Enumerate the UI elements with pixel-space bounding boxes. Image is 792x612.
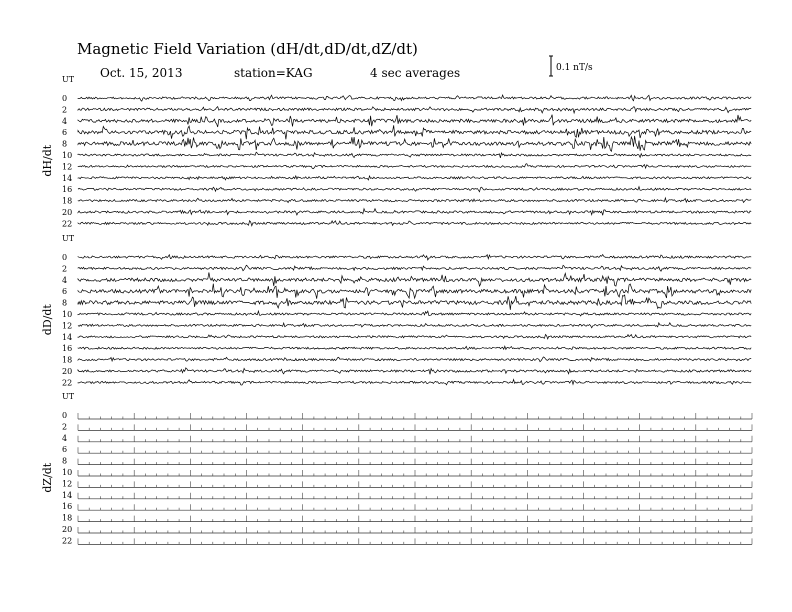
date-label: Oct. 15, 2013	[100, 66, 183, 80]
row-label-4: 4	[62, 116, 68, 126]
trace-10ut	[78, 311, 751, 316]
ut-axis-label: UT	[62, 75, 75, 84]
trace-10ut	[78, 152, 751, 158]
component-label: dH/dt	[41, 144, 54, 177]
trace-16ut	[78, 187, 751, 192]
row-label-6: 6	[62, 445, 68, 455]
row-label-2: 2	[62, 422, 68, 432]
trace-2ut	[78, 107, 751, 113]
row-label-20: 20	[62, 367, 73, 376]
averaging-label: 4 sec averages	[370, 66, 461, 80]
ut-axis-label: UT	[62, 392, 75, 401]
panels-area	[41, 75, 752, 545]
row-label-8: 8	[62, 456, 68, 466]
scale-bar-label: 0.1 nT/s	[556, 63, 593, 73]
trace-18ut	[78, 357, 751, 362]
trace-8ut	[78, 136, 751, 151]
row-label-0: 0	[62, 94, 68, 103]
row-label-14: 14	[62, 173, 73, 183]
row-label-6: 6	[62, 287, 68, 297]
panel-dzdt	[41, 392, 752, 545]
component-label: dD/dt	[41, 304, 54, 336]
trace-0ut	[78, 95, 751, 101]
trace-6ut	[78, 284, 751, 299]
row-label-12: 12	[62, 321, 73, 331]
row-label-20: 20	[62, 525, 73, 534]
row-label-2: 2	[62, 105, 68, 115]
trace-12ut	[78, 323, 751, 328]
trace-22ut	[78, 380, 751, 386]
row-label-8: 8	[62, 139, 68, 149]
trace-20ut	[78, 209, 751, 216]
trace-0ut	[78, 255, 751, 261]
row-label-16: 16	[62, 344, 73, 354]
row-label-0: 0	[62, 411, 68, 420]
row-label-10: 10	[62, 310, 73, 319]
row-label-8: 8	[62, 298, 68, 308]
trace-12ut	[78, 164, 751, 169]
row-label-16: 16	[62, 185, 73, 195]
row-label-14: 14	[62, 332, 73, 342]
trace-4ut	[78, 272, 751, 286]
row-label-18: 18	[62, 355, 73, 365]
ut-axis-label: UT	[62, 234, 75, 243]
figure-title: Magnetic Field Variation (dH/dt,dD/dt,dZ/dt)	[77, 40, 418, 58]
trace-18ut	[78, 198, 751, 203]
trace-6ut	[78, 125, 751, 139]
component-label: dZ/dt	[41, 462, 54, 493]
row-label-18: 18	[62, 196, 73, 206]
row-label-4: 4	[62, 433, 68, 443]
trace-22ut	[78, 221, 751, 226]
station-label: station=KAG	[234, 66, 313, 80]
panel-dddt	[41, 234, 751, 387]
row-label-18: 18	[62, 513, 73, 523]
row-label-0: 0	[62, 253, 68, 262]
row-label-16: 16	[62, 502, 73, 512]
trace-4ut	[78, 115, 751, 127]
trace-20ut	[78, 368, 751, 374]
row-label-22: 22	[62, 219, 73, 229]
trace-16ut	[78, 346, 751, 349]
trace-2ut	[78, 265, 751, 271]
row-label-12: 12	[62, 479, 73, 489]
trace-14ut	[78, 176, 751, 180]
row-label-6: 6	[62, 128, 68, 138]
row-label-4: 4	[62, 275, 68, 285]
row-label-10: 10	[62, 151, 73, 160]
row-label-22: 22	[62, 536, 73, 546]
trace-14ut	[78, 335, 751, 339]
row-label-12: 12	[62, 162, 73, 172]
panel-dhdt	[41, 75, 751, 228]
scale-bar	[549, 56, 553, 76]
row-label-10: 10	[62, 468, 73, 477]
row-label-14: 14	[62, 490, 73, 500]
row-label-20: 20	[62, 208, 73, 217]
row-label-2: 2	[62, 264, 68, 274]
row-label-22: 22	[62, 378, 73, 388]
